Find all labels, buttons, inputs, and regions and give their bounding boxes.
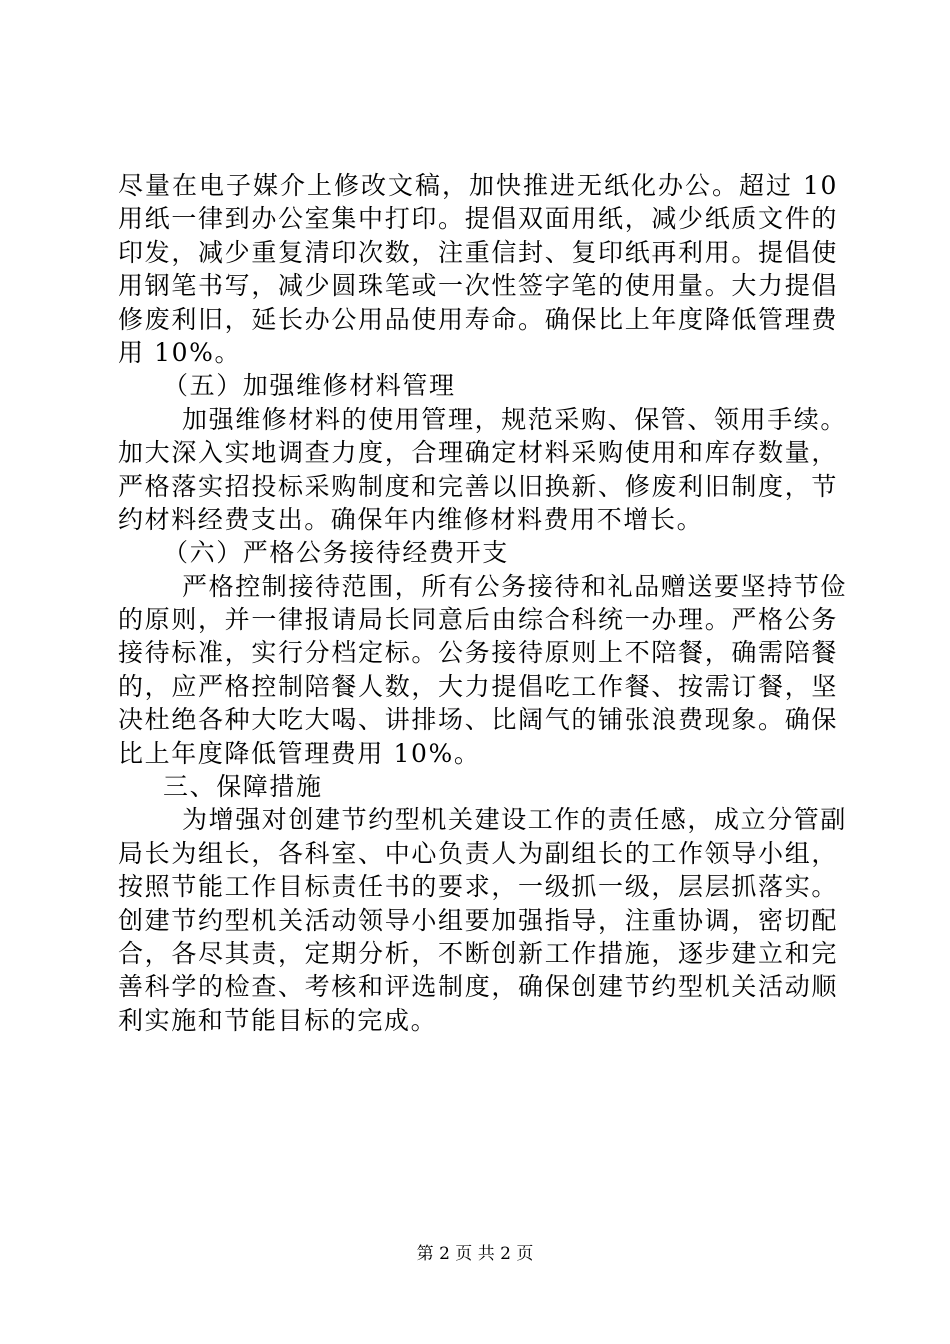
body-line: 用纸一律到办公室集中打印。提倡双面用纸，减少纸质文件的 — [118, 204, 838, 234]
page-footer: 第 2 页 共 2 页 — [416, 1244, 534, 1264]
section-heading: （六）严格公务接待经费开支 — [163, 538, 509, 568]
body-line: 修废利旧，延长办公用品使用寿命。确保比上年度降低管理费 — [118, 304, 838, 334]
body-line: 严格落实招投标采购制度和完善以旧换新、修废利旧制度，节 — [118, 471, 838, 501]
body-line: 加大深入实地调查力度，合理确定材料采购使用和库存数量， — [118, 438, 838, 468]
paragraph-first-line: 加强维修材料的使用管理，规范采购、保管、领用手续。 — [182, 404, 848, 434]
body-line: 善科学的检查、考核和评选制度，确保创建节约型机关活动顺 — [118, 972, 838, 1002]
paragraph-first-line: 严格控制接待范围，所有公务接待和礼品赠送要坚持节俭 — [182, 571, 848, 601]
body-line: 的原则，并一律报请局长同意后由综合科统一办理。严格公务 — [118, 605, 838, 635]
body-line: 约材料经费支出。确保年内维修材料费用不增长。 — [118, 504, 704, 534]
paragraph-first-line: 为增强对创建节约型机关建设工作的责任感，成立分管副 — [182, 805, 848, 835]
body-line: 的，应严格控制陪餐人数，大力提倡吃工作餐、按需订餐，坚 — [118, 671, 838, 701]
section-heading: （五）加强维修材料管理 — [163, 371, 456, 401]
body-line: 决杜绝各种大吃大喝、讲排场、比阔气的铺张浪费现象。确保 — [118, 705, 838, 735]
body-line: 创建节约型机关活动领导小组要加强指导，注重协调，密切配 — [118, 905, 838, 935]
body-line: 用 10%。 — [118, 337, 242, 367]
body-line: 用钢笔书写，减少圆珠笔或一次性签字笔的使用量。大力提倡 — [118, 271, 838, 301]
body-line: 合，各尽其责，定期分析，不断创新工作措施，逐步建立和完 — [118, 938, 838, 968]
body-line: 局长为组长，各科室、中心负责人为副组长的工作领导小组， — [118, 838, 838, 868]
section-heading: 三、保障措施 — [163, 772, 323, 802]
body-line: 尽量在电子媒介上修改文稿，加快推进无纸化办公。超过 10 — [118, 171, 838, 200]
body-line: 比上年度降低管理费用 10%。 — [118, 738, 481, 768]
body-line: 按照节能工作目标责任书的要求，一级抓一级，层层抓落实。 — [118, 872, 838, 902]
body-line: 利实施和节能目标的完成。 — [118, 1005, 438, 1035]
body-line: 印发，减少重复清印次数，注重信封、复印纸再利用。提倡使 — [118, 237, 838, 267]
body-line: 接待标准，实行分档定标。公务接待原则上不陪餐，确需陪餐 — [118, 638, 838, 668]
document-body — [118, 169, 848, 1037]
